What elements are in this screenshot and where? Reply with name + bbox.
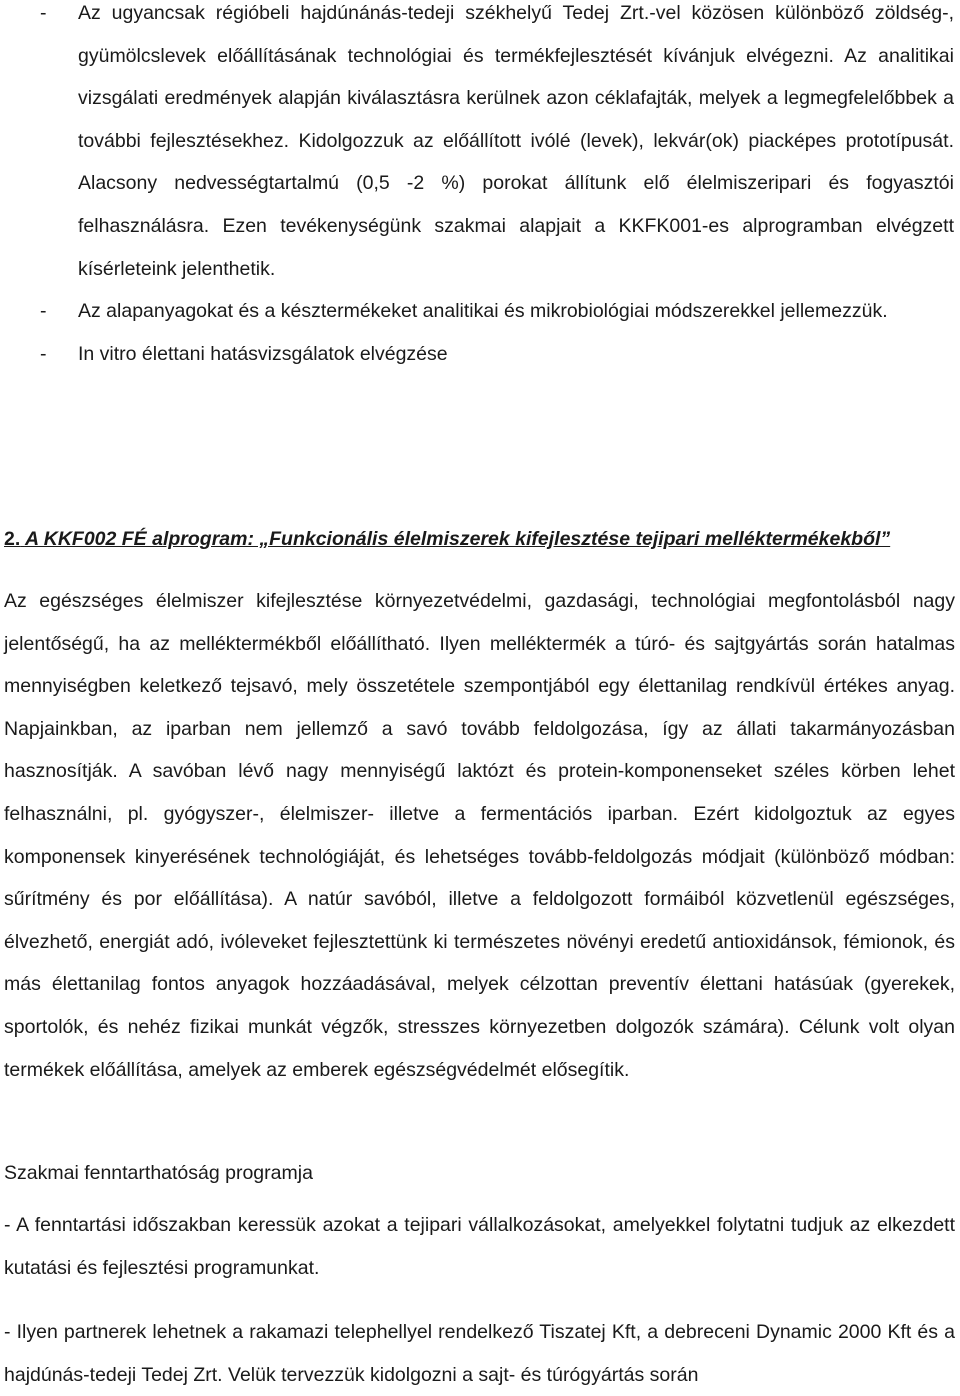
bullet-dash: - — [40, 2, 47, 24]
bullet-item — [0, 0, 960, 290]
bullet-item — [0, 290, 960, 333]
bullet-dash: - — [40, 300, 47, 323]
main-paragraph-block — [0, 580, 960, 1091]
bullet-text: In vitro élettani hatásvizsgálatok elvégzése — [78, 342, 448, 365]
bullet-item — [0, 333, 960, 376]
sustainability-item: - Ilyen partnerek lehetnek a rakamazi telephellyel rendelkező Tiszatej Kft, a debreceni Dynamic 2000 Kft és a hajdúnás-tedeji Tedej Zrt. Velük tervezzük kidolgozni a sajt- és túrógyártás során — [4, 1321, 955, 1386]
sustainability-title: Szakmai fenntarthatóság programja — [4, 1162, 313, 1184]
section-heading — [4, 518, 890, 560]
sustainability-item-block — [0, 1311, 960, 1396]
main-paragraph: Az egészséges élelmiszer kifejlesztése környezetvédelmi, gazdasági, technológiai megfontolásból nagy jelentőségű, ha az melléktermékből előállítható. Ilyen melléktermék a túró- és sajtgyártás során hatalmas mennyiségben keletkező tejsavó, mely összetétele szempontjából egy élettanilag rendkívül értékes anyag. Napjainkban, az iparban nem jellemző a savó tovább feldolgozása, így az állati takarmányozásban hasznosítják. A savóban lévő nagy mennyiségű laktózt és protein-komponenseket széles körben lehet felhasználni, pl. gyógyszer-, élelmiszer- illetve a fermentációs iparban. Ezért kidolgoztuk az egyes komponensek kinyerésének technológiáját, és lehetséges tovább-feldolgozás módjait (különböző módban: sűrítmény és por előállítása). A natúr savóból, illetve a feldolgozott formáiból közvetlenül egészséges, élvezhető, energiát adó, ivóleveket fejlesztettünk ki természetes növényi eredetű antioxidánsok, fémionok, és más élettanilag fontos anyagok hozzáadásával, melyek célzottan preventív élettani hatásúak (gyerekek, sportolók, és nehéz fizikai munkát végzők, stresszes környezetben dolgozók számára). Célunk volt olyan termékek előállítása, amelyek az emberek egészségvédelmét elősegítik. — [4, 590, 955, 1081]
bullet-text: Az ugyancsak régióbeli hajdúnánás-tedeji székhelyű Tedej Zrt.-vel közösen különböző zöldség-, gyümölcslevek előállításának technológiai és termékfejlesztését kívánjuk elvégezni. Az analitikai vizsgálati eredmények alapján kiválasztásra kerülnek azon céklafajták, melyek a legmegfelelőbbek a további fejlesztésekhez. Kidolgozzuk az előállított ivólé (levek), lekvár(ok) piacképes prototípusát. Alacsony nedvességtartalmú (0,5 -2 %) porokat állítunk elő élelmiszeripari és fogyasztói felhasználásra. Ezen tevékenységünk szakmai alapjait a KKFK001-es alprogramban elvégzett kísérleteink jelenthetik. — [78, 2, 954, 280]
section-number: 2. — [4, 528, 21, 550]
sustainability-item-block — [0, 1204, 960, 1289]
bullet-dash: - — [40, 342, 47, 365]
section-title: A KKF002 FÉ alprogram: „Funkcionális élelmiszerek kifejlesztése tejipari melléktermékekből” — [24, 528, 891, 550]
sustainability-item: - A fenntartási időszakban keressük azokat a tejipari vállalkozásokat, amelyekkel folytatni tudjuk az elkezdett kutatási és fejlesztési programunkat. — [4, 1214, 955, 1279]
bullet-list-top — [0, 0, 960, 375]
bullet-text: Az alapanyagokat és a késztermékeket analitikai és mikrobiológiai módszerekkel jellemezzük. — [78, 300, 888, 323]
